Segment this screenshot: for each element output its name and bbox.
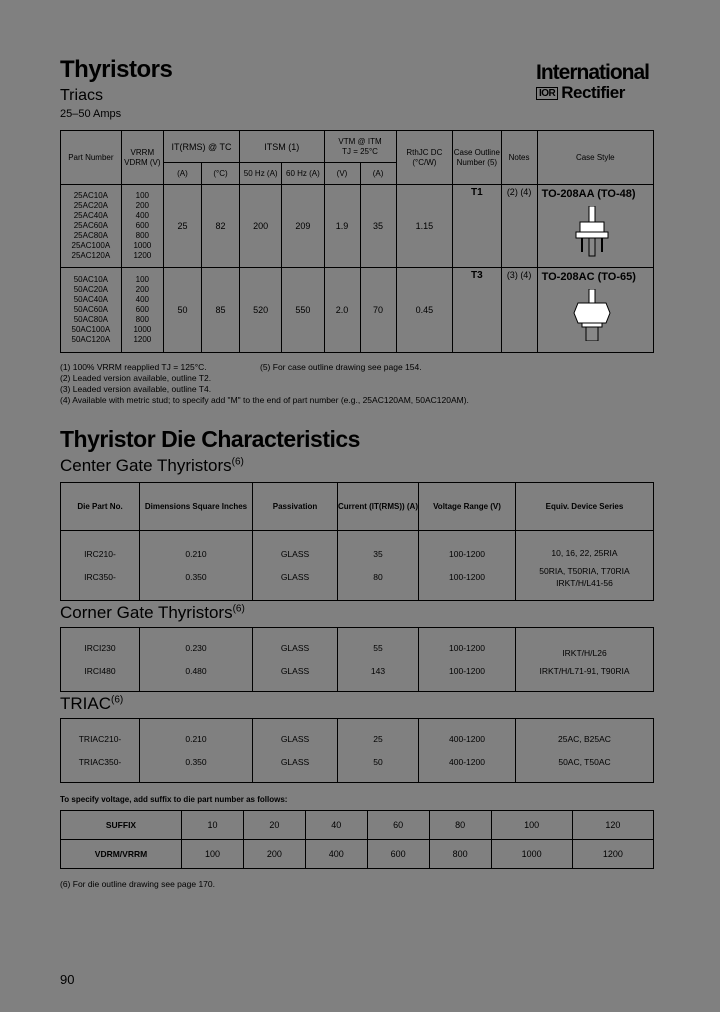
die-voltage: 100-1200: [449, 571, 485, 582]
part-number: 50AC10A: [73, 275, 108, 284]
die-section-title: Thyristor Die Characteristics: [60, 426, 360, 452]
suffix-table: [60, 810, 654, 869]
vrrm-value: 200: [135, 201, 150, 210]
die-part: IRCI480: [84, 665, 116, 676]
die-voltage: 400-1200: [449, 756, 485, 767]
suffix-note: To specify voltage, add suffix to die part number as follows:: [60, 795, 288, 804]
itsm50-value: 520: [240, 268, 282, 353]
col-voltage: Voltage Range (V): [419, 483, 516, 531]
vtm-label: VTM @ ITM: [338, 136, 382, 146]
vrrm-value: 1200: [133, 335, 152, 344]
tc-value: 82: [202, 185, 240, 268]
suffix-value: 40: [305, 811, 367, 840]
die-voltage-cell: [419, 719, 516, 783]
die-current-cell: [338, 719, 419, 783]
outline-value: T1: [453, 185, 501, 268]
col-die-part: Die Part No.: [61, 483, 140, 531]
col-passivation: Passivation: [253, 483, 338, 531]
logo-line2: [536, 84, 658, 102]
triac-spec-table: [60, 130, 654, 353]
table-row: [61, 628, 654, 692]
voltage-value: 600: [367, 840, 429, 869]
die-parts-cell: [61, 719, 140, 783]
triac-title: [60, 694, 123, 714]
suffix-value: 80: [429, 811, 491, 840]
case-style-cell: [537, 268, 653, 353]
triac-die-table: [60, 718, 654, 783]
vrrm-value: 800: [135, 315, 150, 324]
die-parts-cell: [61, 628, 140, 692]
amp-range: 25–50 Amps: [60, 108, 122, 120]
die-current-cell: [338, 628, 419, 692]
die-current: 55: [373, 642, 383, 653]
table-row: [61, 719, 654, 783]
die-pass-cell: [253, 719, 338, 783]
col-notes: Notes: [501, 131, 537, 185]
part-number: 25AC10A: [73, 191, 108, 200]
col-part-number: Part Number: [61, 131, 122, 185]
suffix-value: 10: [182, 811, 244, 840]
vtm-unit-v: (V): [324, 163, 360, 185]
footnote-5: (5) For case outline drawing see page 154.: [260, 362, 422, 372]
part-number: 50AC60A: [73, 305, 108, 314]
table-row: [61, 185, 654, 268]
corner-gate-table: [60, 627, 654, 692]
notes-value: (3) (4): [501, 268, 537, 353]
die-series: 10, 16, 22, 25RIA: [551, 548, 618, 558]
tc-value: 85: [202, 268, 240, 353]
table-row: [61, 840, 654, 869]
part-number: 25AC40A: [73, 211, 108, 220]
die-pass: GLASS: [280, 571, 310, 582]
footnote-6: (6) For die outline drawing see page 170.: [60, 879, 215, 889]
col-it-rms: IT(RMS) @ TC: [163, 131, 239, 163]
die-series-cell: [516, 719, 654, 783]
die-parts-cell: [61, 531, 140, 601]
voltage-value: 1200: [572, 840, 653, 869]
die-series: 25AC, B25AC: [558, 733, 611, 744]
die-pass: GLASS: [280, 665, 310, 676]
footnote-4: (4) Available with metric stud; to specify add "M" to the end of part number (e.g., 25AC120AM, 50AC120AM).: [60, 395, 469, 405]
itsm50-value: 200: [240, 185, 282, 268]
itsm-50hz: 50 Hz (A): [240, 163, 282, 185]
itm-value: 70: [360, 268, 396, 353]
col-case-outline: Case Outline Number (5): [453, 131, 501, 185]
die-voltage-cell: [419, 628, 516, 692]
part-number: 25AC100A: [71, 241, 111, 250]
die-pass: GLASS: [280, 756, 310, 767]
die-pass: GLASS: [280, 733, 310, 744]
vrrm-value: 1000: [133, 241, 152, 250]
die-voltage: 400-1200: [449, 733, 485, 744]
die-voltage: 100-1200: [449, 548, 485, 559]
vtm-tj-label: TJ = 25°C: [342, 146, 378, 156]
die-dim: 0.210: [185, 548, 207, 559]
table-row: [61, 268, 654, 353]
die-voltage: 100-1200: [449, 642, 485, 653]
col-vrrm: VRRM VDRM (V): [121, 131, 163, 185]
die-pass: GLASS: [280, 548, 310, 559]
die-voltage: 100-1200: [449, 665, 485, 676]
die-dim: 0.350: [185, 756, 207, 767]
center-gate-label: Center Gate Thyristors: [60, 456, 232, 475]
die-current-cell: [338, 531, 419, 601]
suffix-row-label: SUFFIX: [61, 811, 182, 840]
rth-value: 1.15: [396, 185, 453, 268]
vrrm-list-50ac: [121, 268, 163, 353]
die-part: IRC210-: [84, 548, 116, 559]
center-gate-table: [60, 482, 654, 601]
die-series: IRKT/H/L26: [562, 648, 607, 658]
die-series-cell: [516, 628, 654, 692]
vrrm-value: 1000: [133, 325, 152, 334]
table-row: [61, 811, 654, 840]
suffix-value: 20: [243, 811, 305, 840]
die-dim: 0.350: [185, 571, 207, 582]
die-current: 25: [373, 733, 383, 744]
part-number: 25AC80A: [73, 231, 108, 240]
vrrm-value: 800: [135, 231, 150, 240]
part-number: 50AC40A: [73, 295, 108, 304]
itm-value: 35: [360, 185, 396, 268]
case-style-label: TO-208AC (TO-65): [541, 271, 636, 283]
note-ref: (6): [232, 603, 245, 615]
die-current: 35: [373, 548, 383, 559]
voltage-value: 400: [305, 840, 367, 869]
die-series: IRKT/H/L71-91, T90RIA: [539, 666, 630, 676]
die-voltage-cell: [419, 531, 516, 601]
part-number: 25AC20A: [73, 201, 108, 210]
vrrm-value: 400: [135, 211, 150, 220]
die-pass-cell: [253, 531, 338, 601]
die-dim: 0.230: [185, 642, 207, 653]
col-dimensions: Dimensions Square Inches: [140, 483, 253, 531]
vrrm-value: 400: [135, 295, 150, 304]
voltage-value: 1000: [491, 840, 572, 869]
die-part: TRIAC350-: [78, 756, 122, 767]
part-list-25ac: [61, 185, 122, 268]
page-title: Thyristors: [60, 56, 173, 83]
die-current: 80: [373, 571, 383, 582]
outline-value: T3: [453, 268, 501, 353]
vtm-value: 2.0: [324, 268, 360, 353]
to-48-package-icon: [572, 206, 612, 258]
part-number: 50AC120A: [71, 335, 111, 344]
voltage-value: 100: [182, 840, 244, 869]
itsm60-value: 550: [282, 268, 324, 353]
page-subtitle: Triacs: [60, 87, 103, 104]
die-dim-cell: [140, 531, 253, 601]
itsm60-value: 209: [282, 185, 324, 268]
vrrm-value: 1200: [133, 251, 152, 260]
col-itsm: ITSM (1): [240, 131, 324, 163]
corner-gate-title: [60, 603, 245, 623]
die-dim-cell: [140, 628, 253, 692]
vtm-unit-a: (A): [360, 163, 396, 185]
to-65-package-icon: [572, 289, 612, 341]
logo-word: Rectifier: [561, 83, 625, 102]
col-vtm: [324, 131, 396, 163]
voltage-row-label: VDRM/VRRM: [61, 840, 182, 869]
part-number: 50AC80A: [73, 315, 108, 324]
die-pass-cell: [253, 628, 338, 692]
notes-value: (2) (4): [501, 185, 537, 268]
company-logo: [536, 62, 658, 102]
note-ref: (6): [231, 456, 244, 468]
vrrm-value: 100: [135, 275, 150, 284]
die-part: IRC350-: [84, 571, 116, 582]
col-series: Equiv. Device Series: [516, 483, 654, 531]
voltage-value: 200: [243, 840, 305, 869]
part-list-50ac: [61, 268, 122, 353]
die-series-cell: [516, 531, 654, 601]
vrrm-value: 600: [135, 221, 150, 230]
logo-line1: International: [536, 61, 650, 84]
table1-footnotes: [60, 362, 660, 406]
page-number: 90: [60, 972, 75, 987]
vrrm-list-25ac: [121, 185, 163, 268]
die-current: 143: [370, 665, 386, 676]
part-number: 50AC100A: [71, 325, 111, 334]
case-style-label: TO-208AA (TO-48): [541, 188, 636, 200]
die-series: 50RIA, T50RIA, T70RIA IRKT/H/L41-56: [539, 566, 630, 588]
part-number: 25AC120A: [71, 251, 111, 260]
die-series: 50AC, T50AC: [558, 756, 611, 767]
center-gate-title: [60, 456, 244, 476]
it-unit-c: (°C): [202, 163, 240, 185]
die-pass: GLASS: [280, 642, 310, 653]
triac-label: TRIAC: [60, 694, 111, 713]
die-dim: 0.480: [185, 665, 207, 676]
suffix-value: 60: [367, 811, 429, 840]
die-dim-cell: [140, 719, 253, 783]
vrrm-value: 600: [135, 305, 150, 314]
footnote-3: (3) Leaded version available, outline T4.: [60, 384, 212, 394]
itsm-60hz: 60 Hz (A): [282, 163, 324, 185]
part-number: 50AC20A: [73, 285, 108, 294]
voltage-value: 800: [429, 840, 491, 869]
part-number: 25AC60A: [73, 221, 108, 230]
col-case-style: Case Style: [537, 131, 653, 185]
suffix-value: 100: [491, 811, 572, 840]
suffix-value: 120: [572, 811, 653, 840]
col-current: Current (IT(RMS)) (A): [338, 483, 419, 531]
rth-value: 0.45: [396, 268, 453, 353]
table-row: [61, 531, 654, 601]
die-part: IRCI230: [84, 642, 116, 653]
corner-gate-label: Corner Gate Thyristors: [60, 603, 233, 622]
vrrm-value: 200: [135, 285, 150, 294]
footnote-2: (2) Leaded version available, outline T2.: [60, 373, 212, 383]
it-value: 25: [163, 185, 201, 268]
vtm-value: 1.9: [324, 185, 360, 268]
note-ref: (6): [111, 694, 124, 706]
case-style-cell: [537, 185, 653, 268]
footnote-1: (1) 100% VRRM reapplied TJ = 125°C.: [60, 362, 207, 372]
vrrm-value: 100: [135, 191, 150, 200]
ior-badge: IOR: [536, 87, 558, 100]
die-part: TRIAC210-: [78, 733, 122, 744]
it-value: 50: [163, 268, 201, 353]
die-current: 50: [373, 756, 383, 767]
die-dim: 0.210: [185, 733, 207, 744]
col-rthjc: RthJC DC (°C/W): [396, 131, 453, 185]
it-unit-a: (A): [163, 163, 201, 185]
